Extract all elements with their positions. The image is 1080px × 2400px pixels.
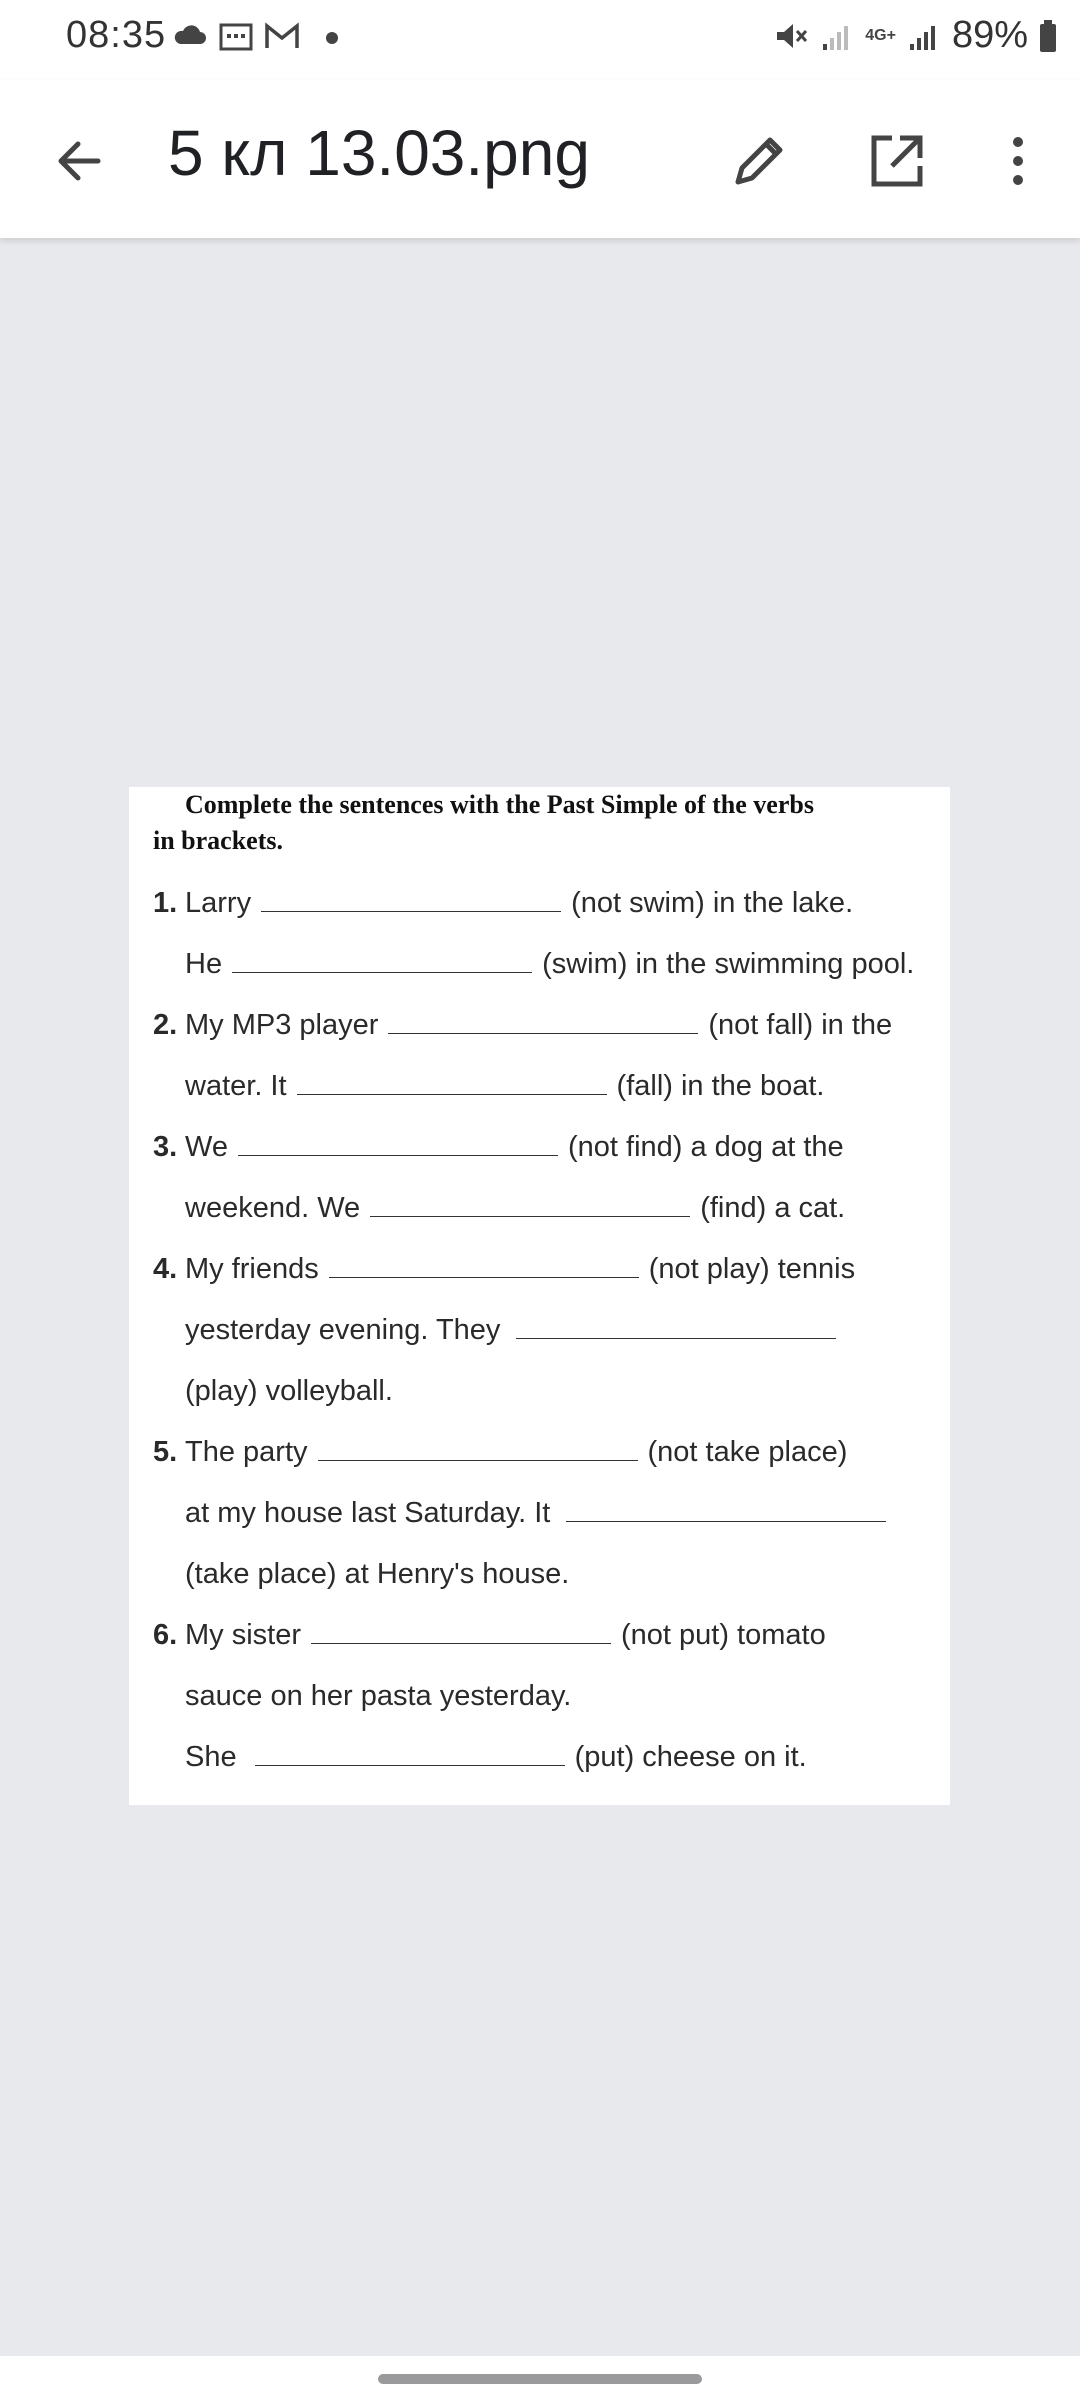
sentence-start: She bbox=[185, 1741, 237, 1773]
status-bar bbox=[0, 0, 1080, 80]
answer-blank[interactable] bbox=[370, 1192, 690, 1217]
status-notification-icons bbox=[172, 18, 300, 54]
worksheet-image bbox=[129, 787, 950, 1805]
worksheet-instruction bbox=[153, 787, 945, 859]
sentence-start: yesterday evening. They bbox=[185, 1314, 501, 1346]
gmail-icon bbox=[264, 18, 300, 54]
signal-weak-icon bbox=[819, 18, 855, 54]
answer-blank[interactable] bbox=[329, 1253, 639, 1278]
sentence-end: (not take place) bbox=[647, 1436, 848, 1468]
answer-blank[interactable] bbox=[566, 1497, 886, 1522]
item-number: 3. bbox=[153, 1131, 178, 1163]
sentence-end: (not play) tennis bbox=[648, 1253, 856, 1285]
open-external-icon[interactable] bbox=[862, 126, 932, 196]
more-options-icon[interactable] bbox=[996, 126, 1040, 196]
sentence-start: My MP3 player bbox=[185, 1009, 379, 1041]
sentence-start: water. It bbox=[185, 1070, 287, 1102]
answer-blank[interactable] bbox=[297, 1070, 607, 1095]
calendar-icon bbox=[218, 18, 254, 54]
answer-blank[interactable] bbox=[311, 1619, 611, 1644]
sentence-start: Larry bbox=[185, 887, 252, 919]
back-arrow-icon[interactable] bbox=[44, 126, 114, 196]
sentence-start: He bbox=[185, 948, 223, 980]
edit-pencil-icon[interactable] bbox=[724, 126, 794, 196]
sentence-end: (fall) in the boat. bbox=[616, 1070, 825, 1102]
status-system-icons bbox=[773, 14, 1058, 57]
sentence-start: sauce on her pasta yesterday. bbox=[185, 1680, 572, 1712]
instruction-line-2: in brackets. bbox=[153, 826, 283, 855]
item-number: 6. bbox=[153, 1619, 178, 1651]
status-time: 08:35 bbox=[66, 14, 167, 56]
answer-blank[interactable] bbox=[255, 1741, 565, 1766]
answer-blank[interactable] bbox=[388, 1009, 698, 1034]
sentence-end: (not swim) in the lake. bbox=[571, 887, 854, 919]
gesture-handle[interactable] bbox=[378, 2374, 702, 2384]
answer-blank[interactable] bbox=[238, 1131, 558, 1156]
sentence-start: My friends bbox=[185, 1253, 319, 1285]
cloud-icon bbox=[172, 18, 208, 54]
answer-blank[interactable] bbox=[261, 887, 561, 912]
mute-icon bbox=[773, 18, 809, 54]
sentence-end: (not put) tomato bbox=[621, 1619, 826, 1651]
sentence-start: (take place) at Henry's house. bbox=[185, 1558, 570, 1590]
sentence-start: (play) volleyball. bbox=[185, 1375, 393, 1407]
item-number: 5. bbox=[153, 1436, 178, 1468]
item-number: 1. bbox=[153, 887, 178, 919]
answer-blank[interactable] bbox=[232, 948, 532, 973]
file-title: 5 кл 13.03.png bbox=[168, 117, 590, 189]
sentence-start: The party bbox=[185, 1436, 308, 1468]
item-number: 2. bbox=[153, 1009, 178, 1041]
sentence-end: (swim) in the swimming pool. bbox=[542, 948, 915, 980]
battery-icon bbox=[1038, 18, 1058, 54]
notification-dot bbox=[326, 32, 338, 44]
battery-level: 89% bbox=[951, 14, 1028, 56]
app-bar bbox=[0, 80, 1080, 238]
sentence-end: (not find) a dog at the bbox=[567, 1131, 844, 1163]
sentence-end: (put) cheese on it. bbox=[574, 1741, 807, 1773]
sentence-start: We bbox=[185, 1131, 228, 1163]
instruction-line-1: Complete the sentences with the Past Simple of the verbs bbox=[185, 790, 814, 819]
answer-blank[interactable] bbox=[318, 1436, 638, 1461]
item-number: 4. bbox=[153, 1253, 178, 1285]
sentence-start: My sister bbox=[185, 1619, 301, 1651]
answer-blank[interactable] bbox=[516, 1314, 836, 1339]
sentence-start: at my house last Saturday. It bbox=[185, 1497, 551, 1529]
network-type: 4G+ bbox=[865, 26, 896, 44]
sentence-end: (not fall) in the bbox=[708, 1009, 893, 1041]
signal-icon bbox=[906, 18, 942, 54]
sentence-start: weekend. We bbox=[185, 1192, 361, 1224]
sentence-end: (find) a cat. bbox=[700, 1192, 846, 1224]
